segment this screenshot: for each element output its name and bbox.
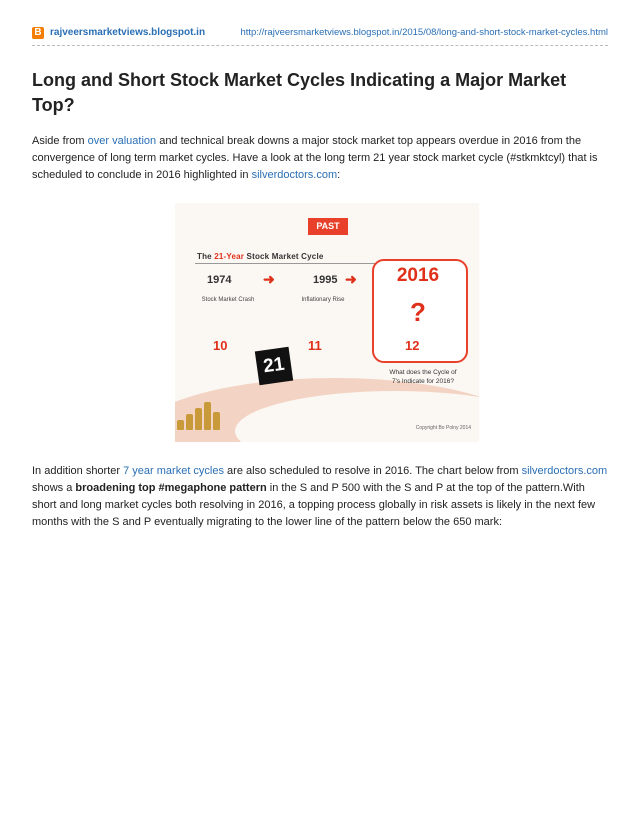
page-url-link[interactable]: http://rajveersmarketviews.blogspot.in/2015/08/long-and-short-stock-market-cycles.html bbox=[240, 27, 608, 38]
coin-stacks-icon bbox=[177, 400, 221, 430]
coin-stack bbox=[213, 412, 220, 430]
caption-inflation: Inflationary Rise bbox=[301, 297, 345, 303]
year-1995: 1995 bbox=[313, 274, 338, 286]
text-run: shows a bbox=[32, 482, 76, 494]
caption-crash: Stock Market Crash bbox=[201, 297, 255, 303]
arrow-right-icon: ➜ bbox=[345, 271, 357, 287]
text-run: in the S and P 500 with the S and P at the top of the pattern.With short and long market cycles both resolving in 2016, a topping process globally in risk assets is likely in the next few months with the S and P eventually migrating to the lower line of the pattern below the 650 mark: bbox=[32, 482, 596, 528]
text-run: In addition shorter bbox=[32, 465, 124, 477]
silverdoctors-link[interactable]: silverdoctors.com bbox=[521, 465, 608, 477]
coin-stack bbox=[204, 402, 211, 430]
seven-year-cycles-link[interactable]: 7 year market cycles bbox=[123, 465, 224, 477]
site-name-link[interactable]: rajveersmarketviews.blogspot.in bbox=[50, 27, 206, 38]
cycle-number-12: 12 bbox=[405, 338, 420, 353]
cycle-number-10: 10 bbox=[213, 338, 228, 353]
over-valuation-link[interactable]: over valuation bbox=[87, 135, 157, 147]
cycle-number-11: 11 bbox=[308, 338, 322, 353]
title-highlight: 21-Year bbox=[214, 252, 245, 261]
past-banner: PAST bbox=[308, 218, 348, 235]
paragraph-cycles bbox=[32, 463, 608, 531]
coin-stack bbox=[195, 408, 202, 430]
year-1974: 1974 bbox=[207, 274, 232, 286]
arrow-right-icon: ➜ bbox=[263, 271, 275, 287]
title-part: The bbox=[197, 252, 215, 261]
silverdoctors-link[interactable]: silverdoctors.com bbox=[251, 169, 338, 181]
copyright-note: Copyright Bo Polny 2014 bbox=[415, 425, 471, 431]
year-2016: 2016 bbox=[396, 265, 440, 286]
cycle-infographic bbox=[175, 203, 479, 442]
badge-21: 21 bbox=[255, 347, 293, 385]
coin-stack bbox=[177, 420, 184, 430]
text-run: and technical break downs a major stock market top appears overdue in 2016 from the convergence of long term market cycles. Have a look at the long term 21 year stock market cycle (#stkmktcyl) that is scheduled to conclude in 2016 highlighted in bbox=[32, 135, 598, 181]
blogger-icon: B bbox=[32, 27, 44, 39]
infographic-title bbox=[197, 252, 324, 261]
paragraph-intro bbox=[32, 133, 608, 184]
header-divider bbox=[32, 45, 608, 46]
text-run: are also scheduled to resolve in 2016. The chart below from bbox=[224, 465, 522, 477]
text-run: : bbox=[337, 169, 341, 181]
page-header bbox=[32, 26, 608, 48]
title-part: Stock Market Cycle bbox=[244, 252, 324, 261]
question-mark-icon: ? bbox=[410, 297, 426, 327]
post-title: Long and Short Stock Market Cycles Indicating a Major Market Top? bbox=[32, 70, 567, 115]
cycle-question: What does the Cycle of 7's Indicate for 2016? bbox=[389, 369, 457, 385]
coin-stack bbox=[186, 414, 193, 430]
text-run: Aside from bbox=[32, 135, 88, 147]
infographic-divider bbox=[195, 263, 385, 264]
megaphone-pattern-text: broadening top #megaphone pattern bbox=[75, 482, 267, 494]
